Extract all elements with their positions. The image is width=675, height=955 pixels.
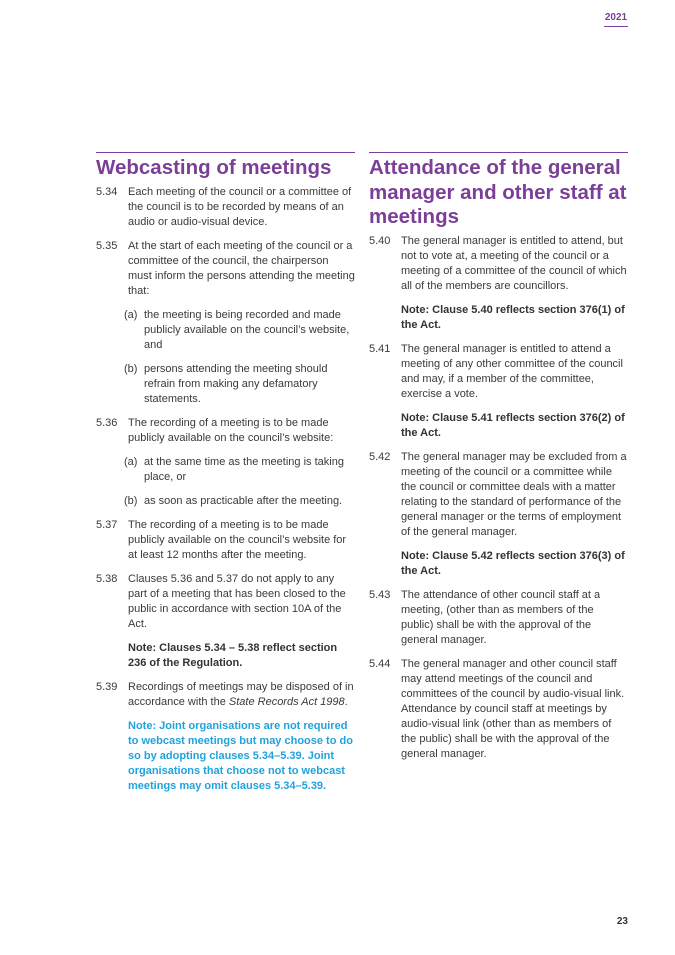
subclause-text: at the same time as the meeting is taking place, or <box>144 455 344 483</box>
note-5-38: Note: Clauses 5.34 – 5.38 reflect section 236 of the Regulation. <box>128 641 338 669</box>
clause-text: The general manager is entitled to attend, but not to vote at, a meeting of the council or a meeting of a committee of the council of which all of the members are councillors. <box>401 234 627 292</box>
subclause-5-35-a <box>124 308 355 353</box>
clause-text-start: Recordings of meetings may be disposed of in accordance with the <box>128 680 354 708</box>
clause-number: 5.42 <box>369 450 391 463</box>
subclause-text: the meeting is being recorded and made publicly available on the council’s website, and <box>144 308 350 351</box>
subclause-5-36-b <box>124 494 355 509</box>
subclause-label: (a) <box>124 455 138 468</box>
clause-number: 5.40 <box>369 234 391 247</box>
clause-5-38 <box>96 572 355 632</box>
clause-number: 5.43 <box>369 588 391 601</box>
clause-number: 5.34 <box>96 185 118 198</box>
clause-text: The recording of a meeting is to be made publicly available on the council’s website: <box>128 416 334 444</box>
clause-5-43 <box>369 588 628 648</box>
subclause-label: (b) <box>124 494 138 507</box>
act-title: State Records Act 1998 <box>228 695 345 708</box>
clause-text-end: . <box>344 695 348 708</box>
subclause-text: persons attending the meeting should refrain from making any defamatory statements. <box>144 362 328 405</box>
note-5-42: Note: Clause 5.42 reflects section 376(3) of the Act. <box>401 549 625 577</box>
clause-5-35 <box>96 239 355 299</box>
heading-rule <box>96 152 355 153</box>
section-heading-webcasting: Webcasting of meetings <box>96 156 332 179</box>
clause-5-44 <box>369 657 628 762</box>
clause-text: The general manager is entitled to attend a meeting of any other committee of the council and may, if a member of the committee, exercise a vote. <box>401 342 623 400</box>
subclause-label: (b) <box>124 362 138 375</box>
clause-text: The attendance of other council staff at a meeting, (other than as members of the public) shall be with the approval of the general manager. <box>401 588 601 646</box>
subclause-5-36-a <box>124 455 355 485</box>
clause-number: 5.36 <box>96 416 118 429</box>
clause-5-37 <box>96 518 355 563</box>
clause-text: At the start of each meeting of the council or a committee of the council, the chairperson must inform the persons attending the meeting that: <box>128 239 355 297</box>
note-5-41: Note: Clause 5.41 reflects section 376(2) of the Act. <box>401 411 625 439</box>
left-column <box>96 152 355 803</box>
heading-rule <box>369 152 628 153</box>
right-column <box>369 152 628 771</box>
clause-number: 5.44 <box>369 657 391 670</box>
clause-text: The recording of a meeting is to be made publicly available on the council’s website for at least 12 months after the meeting. <box>128 518 347 561</box>
clause-number: 5.39 <box>96 680 118 693</box>
section-heading-attendance: Attendance of the general manager and other staff at meetings <box>369 156 627 228</box>
page-number: 23 <box>616 916 628 927</box>
year-label: 2021 <box>604 12 628 27</box>
clause-number: 5.38 <box>96 572 118 585</box>
clause-5-36 <box>96 416 355 446</box>
subclause-label: (a) <box>124 308 138 321</box>
clause-5-42 <box>369 450 628 540</box>
subclause-text: as soon as practicable after the meeting. <box>144 494 343 507</box>
clause-number: 5.41 <box>369 342 391 355</box>
clause-text: Clauses 5.36 and 5.37 do not apply to any part of a meeting that has been closed to the public in accordance with section 10A of the Act. <box>128 572 346 630</box>
clause-5-41 <box>369 342 628 402</box>
clause-text: The general manager may be excluded from a meeting of the council or a committee while the council or committee deals with a matter relating to the standard of performance of the general manager or the terms of employment of the general manager. <box>401 450 627 538</box>
clause-text: The general manager and other council staff may attend meetings of the council and committees of the council by audio-visual link. Attendance by council staff at meetings by audio-visual link (other than as members of the public) shall be with the approval of the general manager. <box>401 657 625 760</box>
clause-5-39 <box>96 680 355 710</box>
note-5-40: Note: Clause 5.40 reflects section 376(1) of the Act. <box>401 303 625 331</box>
clause-number: 5.35 <box>96 239 118 252</box>
subclause-5-35-b <box>124 362 355 407</box>
clause-5-34 <box>96 185 355 230</box>
clause-text <box>128 680 355 710</box>
clause-number: 5.37 <box>96 518 118 531</box>
clause-text: Each meeting of the council or a committee of the council is to be recorded by means of an audio or audio-visual device. <box>128 185 352 228</box>
note-joint-organisations: Note: Joint organisations are not required to webcast meetings but may choose to do so by adopting clauses 5.34–5.39. Joint organisations that choose not to webcast meetings may omit clauses 5.34–5.39. <box>128 719 353 792</box>
clause-5-40 <box>369 234 628 294</box>
